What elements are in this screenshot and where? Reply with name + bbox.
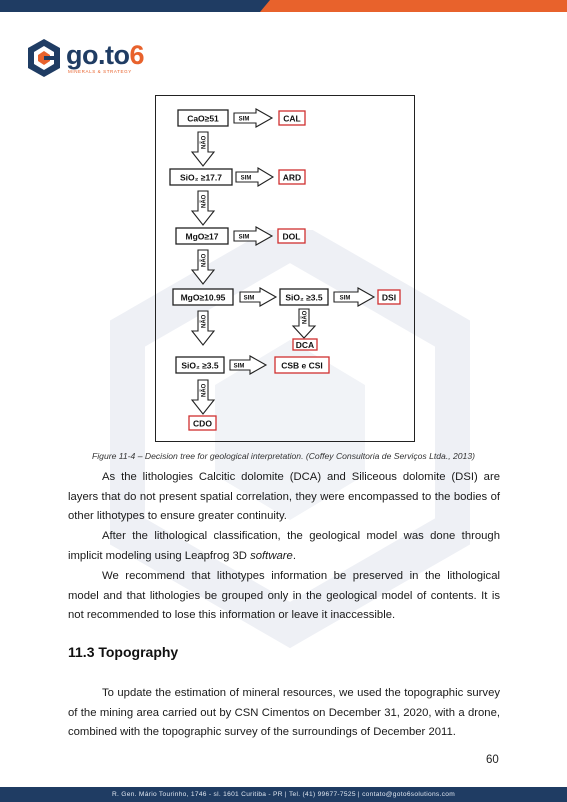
svg-text:DCA: DCA [295,340,315,350]
svg-text:SiO₂ ≥17.7: SiO₂ ≥17.7 [180,172,222,183]
node-sio2-17-7 [170,169,232,185]
svg-text:CDO: CDO [193,418,212,429]
figure-caption: Figure 11-4 – Decision tree for geological interpretation. (Coffey Consultoria de Serviços Ltda., 2013) [92,451,475,461]
yes-arrow [234,227,272,245]
paragraph-1: As the lithologies Calcitic dolomite (DCA) and Siliceous dolomite (DSI) are layers that do not present spatial correlation, they were encompassed to the bodies of other lithotypes to ensure greater continuity. [68,471,500,523]
result-dol [278,229,305,243]
header-bar-blue [0,0,270,12]
svg-text:SiO₂ ≥3.5: SiO₂ ≥3.5 [285,292,323,303]
svg-text:SIM: SIM [233,363,245,370]
svg-text:NÃO: NÃO [201,194,208,208]
svg-text:NÃO: NÃO [201,135,208,149]
result-cdo [189,416,216,430]
yes-arrow [236,168,273,186]
svg-text:NÃO: NÃO [201,383,208,397]
result-dsi [378,290,400,304]
svg-text:NÃO: NÃO [201,253,208,267]
no-arrow [192,191,214,225]
svg-text:ARD: ARD [282,172,302,183]
decision-tree-figure [155,95,415,442]
svg-text:CaO≥51: CaO≥51 [187,113,219,124]
svg-text:SIM: SIM [240,175,252,182]
header-bar-orange [260,0,567,12]
svg-text:SiO₂ ≥3.5: SiO₂ ≥3.5 [181,360,219,371]
svg-text:CSB e CSI: CSB e CSI [281,360,323,371]
paragraph-3: We recommend that lithotypes information be preserved in the lithological model and that lithologies be grouped only in the geological model of contents. It is not recommended to lose this information or leave it inaccessible. [68,570,500,622]
company-logo [26,38,156,78]
result-csb-csi [275,357,329,373]
no-arrow [293,309,315,338]
result-cal [279,111,305,125]
paragraph-2: After the lithological classification, the geological model was done through implicit modeling using Leapfrog 3D software. [68,530,500,562]
yes-arrow [334,288,374,306]
logo-tagline: MINERALS & STRATEGY [68,69,132,74]
section-heading: 11.3 Topography [68,644,179,660]
svg-text:DOL: DOL [282,231,301,242]
no-arrow [192,250,214,284]
footer-contact-bar: R. Gen. Mário Tourinho, 1746 - sl. 1601 Curitiba - PR | Tel. (41) 99677-7525 | contato@goto6solutions.com [0,787,567,802]
no-arrow [192,311,214,345]
node-mgo-17 [176,228,228,244]
yes-arrow [234,109,272,127]
result-ard [279,170,305,184]
svg-text:MgO≥17: MgO≥17 [185,231,219,242]
svg-text:SIM: SIM [238,234,250,241]
node-sio2-3-5-lower [176,357,224,373]
svg-text:SIM: SIM [339,295,351,302]
yes-arrow [240,288,276,306]
no-arrow [192,380,214,414]
svg-text:NÃO: NÃO [201,314,208,328]
node-cao [178,110,228,126]
decision-tree-diagram [156,96,414,441]
node-sio2-3-5-upper [280,289,328,305]
svg-text:MgO≥10.95: MgO≥10.95 [180,292,226,303]
page-number: 60 [486,754,499,766]
svg-text:SIM: SIM [243,295,255,302]
node-mgo-10-95 [173,289,233,305]
svg-text:SIM: SIM [238,116,250,123]
svg-text:CAL: CAL [283,113,301,124]
logo-wordmark: go.to6 [66,40,145,70]
svg-text:DSI: DSI [381,292,397,303]
logo-hexagon-icon [26,38,62,78]
svg-text:NÃO: NÃO [302,310,309,324]
paragraph-4: To update the estimation of mineral resources, we used the topographic survey of the mining area carried out by CSN Cimentos on December 31, 2020, with a drone, combined with the topographic survey of the surroundings of December 2011. [68,687,500,739]
result-dca [293,339,317,350]
yes-arrow [230,356,266,374]
no-arrow [192,132,214,166]
